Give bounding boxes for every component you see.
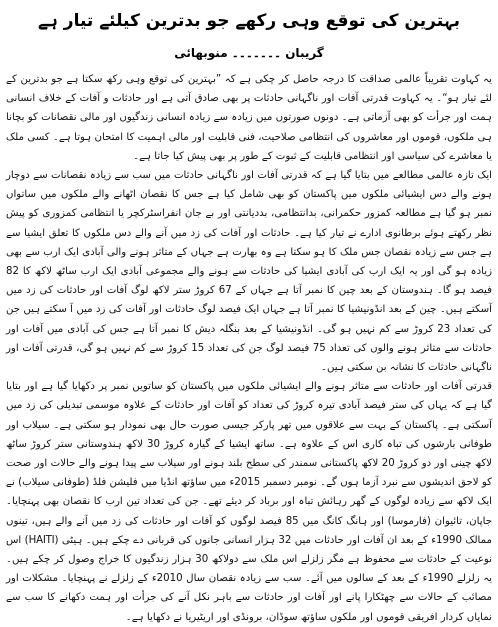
article-paragraph: ایک تازہ عالمی مطالعے میں بتایا گیا ہے کہ قدرتی آفات اور ناگہانی حادثات میں سب سے زیادہ نقصانات سے دوچار ہونے والے دس ایشیائی ملکوں میں پاکستان کو بھی شامل کیا ہے جس کا نقصان اٹھانے والے ملکوں میں ساتواں نمبر ہو گیا ہے مطالعہ کمزور حکمرانی، بدانتظامی، بددیانتی اور بے جان انفراسٹرکچر یا انتظامی کمزوری کو پیش نظر رکھتے ہوئے برطانوی ادارے نے تیار کیا ہے۔ حادثات اور آفات کی زد میں آنے والے دس ملکوں کا تعلق ایشیا سے ہے جس سے زیادہ نقصان جس ملک کا ہو سکتا ہے وہ بھارت ہے جہاں کے متاثر ہونے والی آبادی ایک ارب سے بھی زیادہ ہو گی اور یہ ایک ارب کی آبادی ایشیا کی حادثات سے ہونے والے مجموعی آبادی ایک ارب ساٹھ لاکھ کا 82 فیصد ہو گا۔ ہندوستان کے بعد چین کا نمبر آتا ہے جہاں کے 67 کروڑ ستر لاکھ لوگ آفات اور حادثات کی زد میں آسکتے ہیں۔ چین کے بعد انڈونیشیا کا نمبر آتا ہے جہاں ایک فیصد لوگ حادثات اور آفات کی زد میں آ سکتے ہیں جن کی تعداد 23 کروڑ سے کم نہیں ہو گی۔ انڈونیشیا کے بعد بنگلہ دیش کا نمبر آتا ہے جس کی آبادی میں آفات اور حادثات سے متاثر ہونے والوں کی تعداد 75 فیصد لوگ جن کی تعداد 15 کروڑ سے کم نہیں ہو گی، قدرتی آفات اور ناگہانی حادثات کا نشانہ بن سکتی ہیں۔ bbox=[6, 170, 493, 374]
article-paragraph: قدرتی آفات اور حادثات سے متاثر ہونے والے ایشیائی ملکوں میں پاکستان کو ساتویں نمبر پر دکھایا گیا ہے اور بتایا گیا ہے کہ یہاں کی ستر فیصد آبادی تیرہ کروڑ کی تعداد کو آفات اور حادثات کے علاوہ موسمی تبدیلی کی زد میں آسکتی ہے۔ پاکستان کے بہت سے علاقوں میں تھر پارکر جیسی صورت حال بھی نمودار ہو سکتی ہے۔ سیلاب اور طوفانی بارشوں کی تباہ کاری اس کے علاوہ ہے۔ ساتھ ایشیا کے گیارہ کروڑ 30 لاکھ ہندوستانی ستر کروڑ ساٹھ لاکھ چینی اور دو کروڑ 20 لاکھ پاکستانی سمندر کی سطح بلند ہونے اور سیلاب سے پیدا ہونے والے حالات اور صحت کو لاحق اندیشوں سے نبرد آزما ہوں گے۔ نومبر دسمبر 2015ء میں ساؤتھ انڈیا میں فلیشن فلڈ (طوفانی سیلاب) نے ایک لاکھ سے زیادہ لوگوں کے گھر رہائش تباہ اور برباد کر دیئے تھے۔ جن کی تعداد تین ارب کا نقصان بھی پہنچایا۔ جاپان، تائیوان (فارموسا) اور ہانگ کانگ میں 85 فیصد لوگوں کو آفات اور حادثات کی زد میں آنے والے ہیں، تینوں ممالک 1990ء کے بعد ان آفات اور حادثات میں 32 ہزار انسانی جانوں کی قربانی دے چکے ہیں۔ ہیٹی (HAITI) اس نوعیت کے حادثات سے محفوظ ہے مگر زلزلے اس ملک سے دولاکھ 30 ہزار زندگیوں کا خراج وصول کر چکے ہیں۔ یہ زلزلے 1990ء کے بعد کے سالوں میں آئے۔ سب سے زیادہ نقصان سال 2010ء کے زلزلے نے پہنچایا۔ مشکلات اور مصائب کے حالات سے چھٹکارا پانے اور آفات اور حادثات سے باہر نکل آنے کی جرأت اور ہمت دکھانے کا سب سے نمایاں کردار افریقی قوموں اور ملکوں ساؤتھ سوڈان، برونڈی اور اریٹیریا نے دکھایا ہے۔ bbox=[6, 381, 493, 623]
article-paragraph: یہ کہاوت تقریباً عالمی صداقت کا درجہ حاصل کر چکی ہے کہ ”بہترین کی توقع وہی رکھ سکتا ہے جو بدترین کے لئے تیار ہو“۔ یہ کہاوت قدرتی آفات اور ناگہانی حادثات پر بھی صادق آتی ہے اور حادثات و آفات کے خلاف انسانی ہمت اور جرأت کو بھی آزماتی ہے۔ دونوں صورتوں میں زیادہ سے زیادہ انسانی زندگیوں اور مالی نقصانات کو بچانا ہی ملکوں، قوموں اور معاشروں کی انتظامی صلاحیت، فنی قابلیت اور مالی اہمیت کا امتحان ہوتا ہے۔ کسی ملک یا معاشرے کی سیاسی اور انتظامی قابلیت کے ثبوت کے طور پر بھی پیش کیا جاتا ہے۔ bbox=[6, 74, 492, 162]
article-body bbox=[6, 70, 492, 627]
article-byline: گریبان ۔۔۔۔۔۔۔ منوبھائی bbox=[174, 46, 324, 60]
article-headline: بہترین کی توقع وہی رکھے جو بدترین کیلئے تیار ہے bbox=[37, 11, 461, 31]
